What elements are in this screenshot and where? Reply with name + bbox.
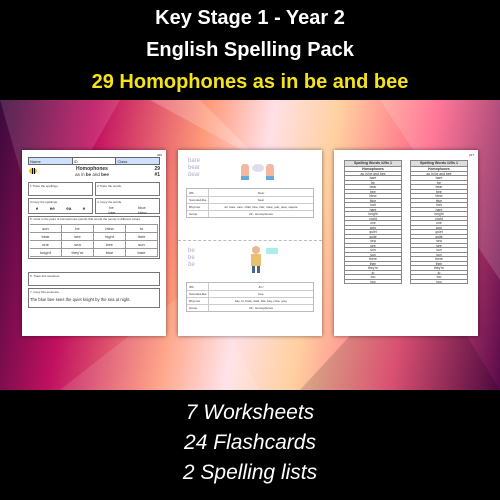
spelling-word: there: [410, 257, 468, 262]
spelling-word: see: [410, 244, 468, 249]
spelling-list-column-1: Spelling Words #29s 1 Homophones as in be and bee bare be bear bee blew blue hair hare knight night one won quiet quite sea see son sun there their they're to too two: [344, 160, 402, 284]
preview-band: [0, 100, 500, 390]
card1-words: bare bear bear: [188, 158, 201, 178]
footer: [0, 390, 500, 500]
spelling-word: blue: [344, 199, 402, 204]
spelling-word: their: [410, 262, 468, 267]
sentence: The blue bee sees the quiet knight by the sea at night.: [30, 297, 131, 302]
spelling-word: two: [344, 280, 402, 285]
worksheet-page: [22, 150, 166, 336]
spelling-word: knight: [344, 212, 402, 217]
spelling-word: bare: [344, 176, 402, 181]
spelling-word: won: [344, 226, 402, 231]
spelling-word: be: [410, 181, 468, 186]
footer-spelling-lists: 2 Spelling lists: [182, 461, 318, 484]
spelling-word: hair: [344, 203, 402, 208]
spelling-word: they're: [344, 266, 402, 271]
flashcard-1-table: IPA /bɛə/ Sounded-like bear Rhymes air, bare, care, chair, fare, hair, mare, pair, pear, square Group 29 - Homophones: [186, 188, 314, 218]
card2-words: be be be: [188, 248, 195, 268]
worksheet-title: Homophones: [76, 166, 108, 172]
title-line-1: Key Stage 1 - Year 2: [155, 7, 345, 29]
spelling-word: quite: [344, 235, 402, 240]
spelling-word: hare: [410, 208, 468, 213]
person-icon: [240, 244, 280, 274]
hands-icon: [238, 158, 278, 180]
section-copy-sentence: 7. Copy this sentence. The blue bee sees the quiet knight by the sea at night.: [28, 288, 160, 308]
spelling-word: too: [344, 275, 402, 280]
section-color-pairs: 5. Color in the pairs of homophones (words that sound the same) in different colors. son be blew to bear see night their one sea bee sun knight they're blue bare: [28, 216, 160, 259]
spelling-word: quiet: [410, 230, 468, 235]
spelling-word: bear: [410, 185, 468, 190]
spelling-list-column-2: Spelling Words #29s 1 Homophones as in be and bee bare be bear bee blew blue hair hare knight night one won quiet quite sea see son sun there their they're to too two: [410, 160, 468, 284]
spell-cell: e: [35, 206, 39, 211]
spelling-word: quiet: [344, 230, 402, 235]
footer-flashcards: 24 Flashcards: [184, 431, 316, 454]
bee-icon: [28, 167, 38, 175]
spelling-word: blew: [410, 194, 468, 199]
spelling-word: see: [344, 244, 402, 249]
spell-cell: ee: [49, 206, 55, 211]
footer-worksheets: 7 Worksheets: [185, 401, 315, 424]
name-label: Name: [29, 158, 73, 164]
spelling-word: son: [410, 248, 468, 253]
spelling-word: blue: [410, 199, 468, 204]
spelling-word: be: [344, 181, 402, 186]
worksheet-badge: 29 #1: [154, 166, 160, 178]
spelling-word: to: [410, 271, 468, 276]
section-copy-words: 4. Copy the words. be blue bee blew: [95, 198, 160, 214]
spelling-word: won: [410, 226, 468, 231]
flashcards-page: [178, 150, 322, 336]
spelling-word: sun: [410, 253, 468, 258]
spell-cell: e: [82, 206, 86, 211]
spelling-word: knight: [410, 212, 468, 217]
section-trace-spellings: 1.Trace the spellings.: [28, 182, 93, 196]
spelling-list-page-number: 247: [468, 153, 474, 157]
section-copy-spellings: 3.Copy the spellings. e ee ea e: [28, 198, 93, 214]
spelling-word: one: [344, 221, 402, 226]
spelling-word: one: [410, 221, 468, 226]
worksheet-subtitle: as in be and bee: [75, 172, 109, 177]
spelling-word: hare: [344, 208, 402, 213]
spelling-word: there: [344, 257, 402, 262]
spelling-word: bee: [344, 190, 402, 195]
spelling-word: hair: [410, 203, 468, 208]
header: [0, 0, 500, 100]
spelling-word: bee: [410, 190, 468, 195]
pairs-grid: son be blew to bear see night their one sea bee sun knight they're blue bare: [30, 224, 158, 257]
title-line-3: 29 Homophones as in be and bee: [91, 71, 409, 93]
spelling-word: two: [410, 280, 468, 285]
spelling-word: night: [410, 217, 468, 222]
section-trace-sentence: 6. Trace this sentence.: [28, 272, 160, 286]
spelling-word: quite: [410, 235, 468, 240]
worksheet-page-number: 369: [156, 153, 162, 157]
title-line-2: English Spelling Pack: [146, 39, 354, 61]
spelling-word: blew: [344, 194, 402, 199]
spelling-word: son: [344, 248, 402, 253]
spelling-word: their: [344, 262, 402, 267]
spelling-word: night: [344, 217, 402, 222]
spelling-word: sea: [410, 239, 468, 244]
spelling-word: sun: [344, 253, 402, 258]
spell-cell: ea: [66, 206, 72, 211]
spelling-list-page: [334, 150, 478, 336]
spelling-word: bear: [344, 185, 402, 190]
spelling-word: bare: [410, 176, 468, 181]
spelling-word: to: [344, 271, 402, 276]
section-trace-words: 2.Trace the words.: [95, 182, 160, 196]
spelling-word: too: [410, 275, 468, 280]
spelling-word: they're: [410, 266, 468, 271]
id-label: ID: [73, 158, 117, 164]
spelling-word: sea: [344, 239, 402, 244]
flashcard-2-table: IPA /biː/ Sounded-like bee Rhymes bay, bi, bode, bale, bile, bay, robe, grey Group 29 - Homophones: [186, 282, 314, 312]
class-label: Class: [116, 158, 159, 164]
